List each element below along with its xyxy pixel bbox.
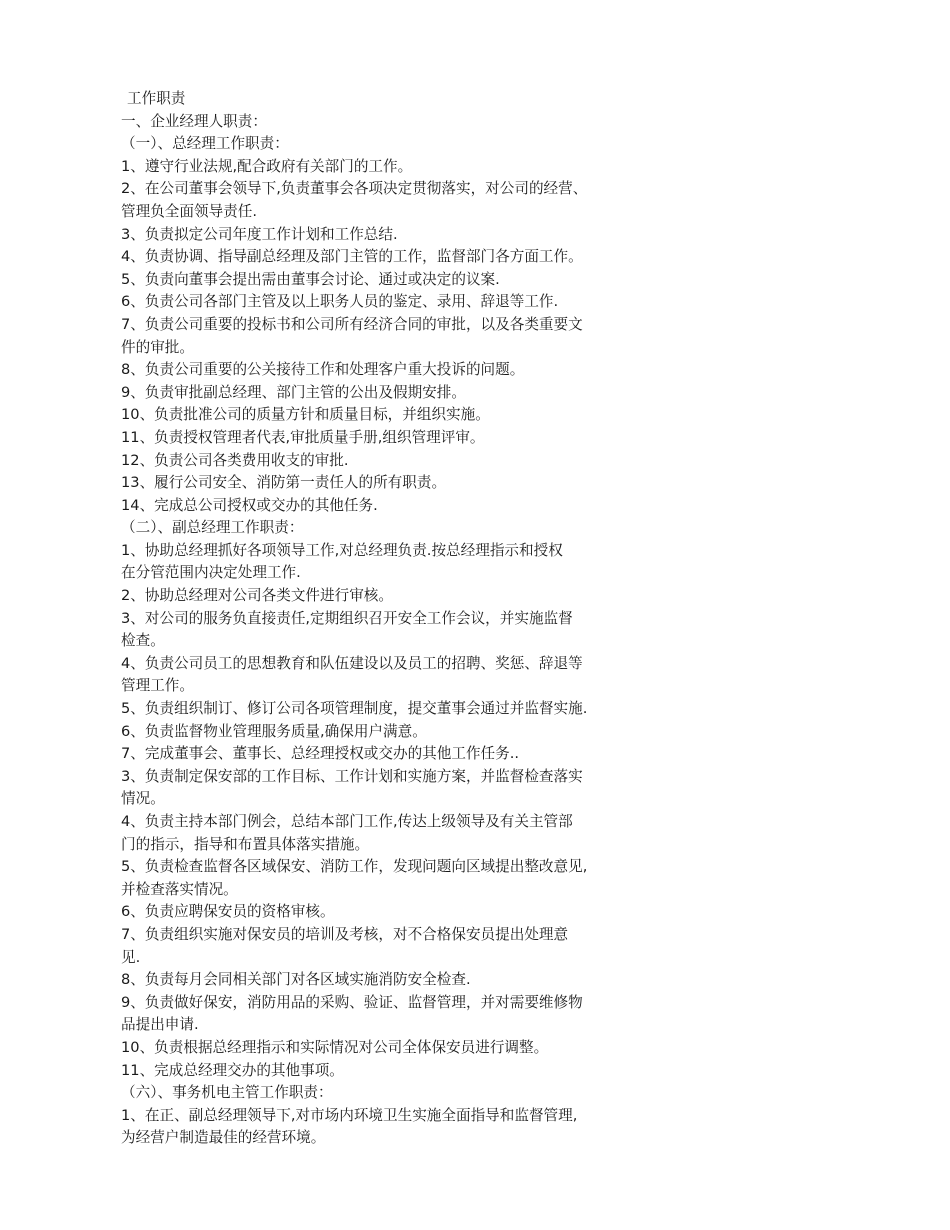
list-item: 3、对公司的服务负直接责任,定期组织召开安全工作会议，并实施监督	[121, 609, 573, 627]
list-item: 1、遵守行业法规,配合政府有关部门的工作。	[121, 157, 413, 175]
list-item: 6、负责监督物业管理服务质量,确保用户满意。	[121, 722, 427, 740]
list-item: 5、负责检查监督各区域保安、消防工作，发现问题向区域提出整改意见,	[121, 858, 588, 876]
list-item: 5、负责向董事会提出需由董事会讨论、通过或决定的议案.	[121, 270, 500, 288]
list-item: 1、在正、副总经理领导下,对市场内环境卫生实施全面指导和监督管理,	[121, 1106, 578, 1124]
section-heading: 一、企业经理人职责：	[121, 112, 267, 130]
list-item-continuation: 为经营户制造最佳的经营环境。	[121, 1129, 326, 1147]
list-item: 2、在公司董事会领导下,负责董事会各项决定贯彻落实，对公司的经营、	[121, 180, 588, 198]
list-item: 4、负责主持本部门例会，总结本部门工作,传达上级领导及有关主管部	[121, 813, 573, 830]
list-item-continuation: 件的审批。	[121, 338, 194, 356]
list-item-continuation: 品提出申请.	[121, 1016, 199, 1034]
list-item-continuation: 并检查落实情况。	[121, 880, 238, 898]
list-item: 14、完成总公司授权或交办的其他任务.	[121, 496, 378, 514]
list-item: 5、负责组织制订、修订公司各项管理制度，提交董事会通过并监督实施.	[121, 700, 588, 718]
list-item: 7、负责组织实施对保安员的培训及考核，对不合格保安员提出处理意	[121, 925, 569, 943]
list-item-continuation: 门的指示，指导和布置具体落实措施。	[121, 835, 370, 853]
list-item: 1、协助总经理抓好各项领导工作,对总经理负责.按总经理指示和授权	[121, 541, 563, 559]
subsection-heading: （二）、副总经理工作职责：	[121, 519, 304, 537]
list-item: 6、负责公司各部门主管及以上职务人员的鉴定、录用、辞退等工作.	[121, 293, 559, 311]
list-item: 11、负责授权管理者代表,审批质量手册,组织管理评审。	[121, 428, 485, 446]
subsection-heading: （六）、事务机电主管工作职责：	[121, 1084, 333, 1102]
document-page	[121, 88, 651, 1150]
list-item: 13、履行公司安全、消防第一责任人的所有职责。	[121, 474, 447, 492]
list-item-continuation: 情况。	[121, 790, 165, 808]
list-item: 3、负责拟定公司年度工作计划和工作总结.	[121, 225, 398, 243]
list-item: 7、完成董事会、董事长、总经理授权或交办的其他工作任务..	[121, 745, 520, 763]
list-item: 7、负责公司重要的投标书和公司所有经济合同的审批，以及各类重要文	[121, 315, 583, 333]
list-item: 10、负责批准公司的质量方针和质量目标，并组织实施。	[121, 406, 490, 424]
list-item: 4、负责公司员工的思想教育和队伍建设以及员工的招聘、奖惩、辞退等	[121, 654, 583, 672]
list-item-continuation: 管理工作。	[121, 677, 194, 695]
list-item: 8、负责每月会同相关部门对各区域实施消防安全检查.	[121, 971, 471, 989]
list-item: 9、负责做好保安，消防用品的采购、验证、监督管理，并对需要维修物	[121, 993, 583, 1011]
list-item: 8、负责公司重要的公关接待工作和处理客户重大投诉的问题。	[121, 361, 525, 379]
list-item: 9、负责审批副总经理、部门主管的公出及假期安排。	[121, 383, 466, 401]
list-item-continuation: 管理负全面领导责任.	[121, 202, 257, 220]
list-item-continuation: 见.	[121, 948, 141, 966]
list-item: 2、协助总经理对公司各类文件进行审核。	[121, 587, 393, 605]
list-item-continuation: 在分管范围内决定处理工作.	[121, 564, 301, 582]
list-item: 12、负责公司各类费用收支的审批.	[121, 451, 349, 469]
document-title: 工作职责	[127, 90, 186, 107]
list-item: 3、负责制定保安部的工作目标、工作计划和实施方案，并监督检查落实	[121, 767, 583, 785]
list-item: 4、负责协调、指导副总经理及部门主管的工作，监督部门各方面工作。	[121, 248, 583, 266]
subsection-heading: （一）、总经理工作职责：	[121, 135, 289, 153]
list-item: 10、负责根据总经理指示和实际情况对公司全体保安员进行调整。	[121, 1038, 549, 1056]
list-item: 11、完成总经理交办的其他事项。	[121, 1061, 344, 1079]
list-item: 6、负责应聘保安员的资格审核。	[121, 903, 335, 921]
list-item-continuation: 检查。	[121, 632, 165, 650]
